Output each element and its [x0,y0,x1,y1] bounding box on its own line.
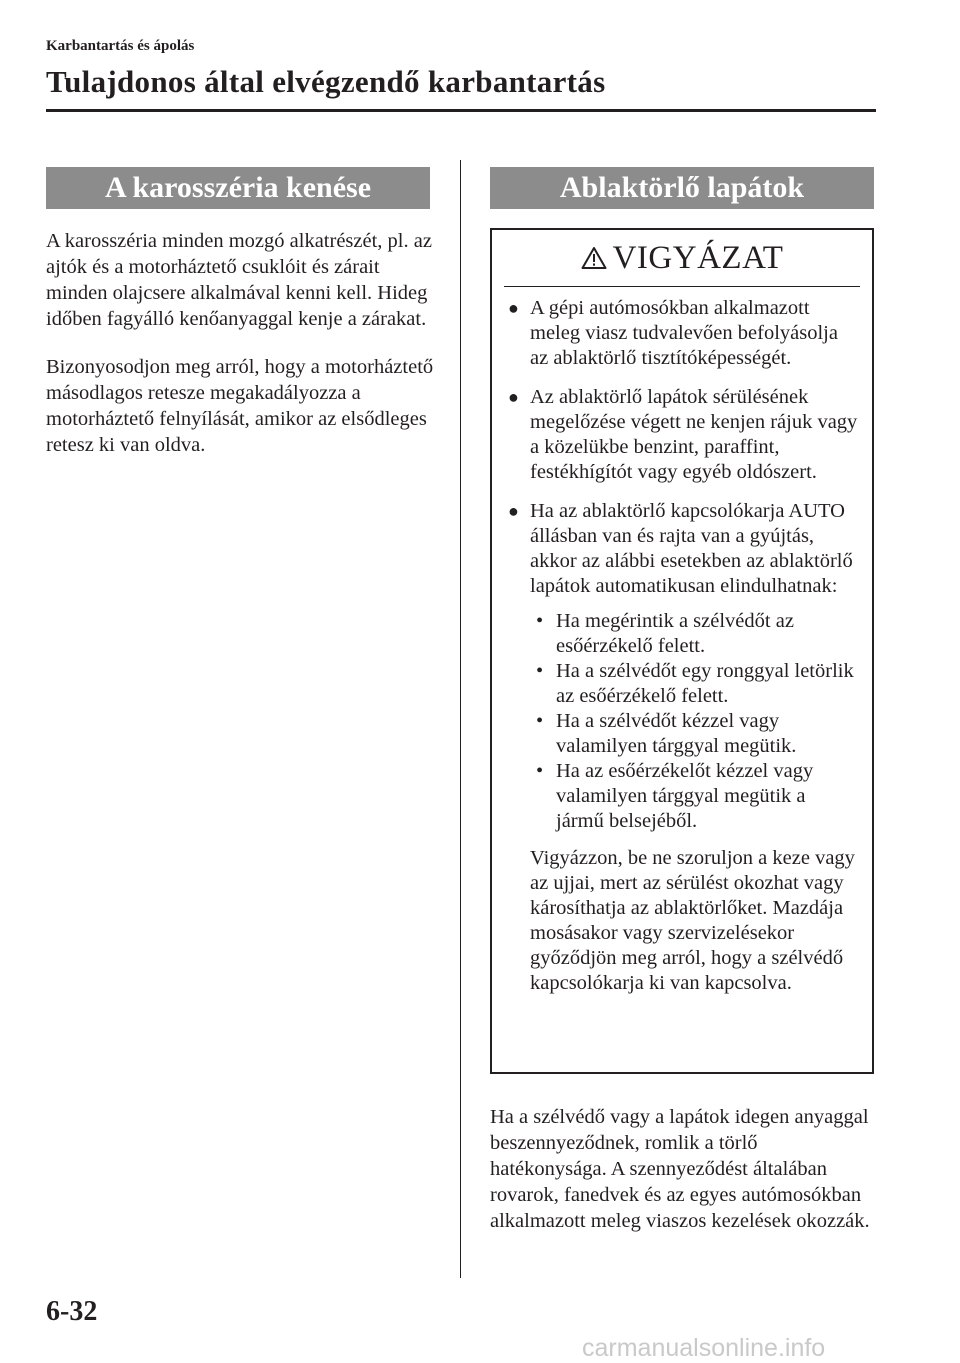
bullet-icon: ● [508,501,519,521]
list-item [506,296,858,371]
sub-bullet-icon: • [536,710,544,732]
list-item [506,385,858,485]
sub-bullet-text: Ha megérintik a szélvédőt az esőérzékelő felett. [556,610,794,657]
sub-bullet-text: Ha az esőérzékelőt kézzel vagy valamilyen tárggyal megütik a jármű belsejéből. [556,760,814,832]
left-column [46,228,446,480]
bullet-icon: ● [508,387,519,407]
watermark: carmanualsonline.info [582,1334,826,1362]
sub-list-item [530,759,858,834]
list-item [506,499,858,996]
chapter-label: Karbantartás és ápolás [46,38,195,54]
sub-bullet-icon: • [536,760,544,782]
heading-wiper-blades: Ablaktörlő lapátok [490,167,874,209]
sub-list-item [530,709,858,759]
bullet-text: Ha az ablaktörlő kapcsolókarja AUTO állásban van és rajta van a gyújtás, akkor az alábbi esetekben az ablaktörlő lapátok automatikusan elindulhatnak: [530,500,853,597]
warning-triangle-icon [581,246,607,270]
sub-list-item [530,609,858,659]
wiper-paragraph: Ha a szélvédő vagy a lapátok idegen anyaggal beszennyeződnek, romlik a törlő hatékonysága. A szennyeződést általában rovarok, fanedvek és az egyes autómosókban alkalmazott meleg viaszos kezelések okozzák. [490,1106,870,1232]
sub-bullet-text: Ha a szélvédőt kézzel vagy valamilyen tárggyal megütik. [556,710,797,757]
section-title: Tulajdonos által elvégzendő karbantartás [46,64,606,99]
page-number: 6-32 [46,1296,98,1327]
caution-header [492,230,872,286]
sub-bullet-icon: • [536,660,544,682]
caution-note: Vigyázzon, be ne szoruljon a keze vagy az ujjai, mert az sérülést okozhat vagy károsíthatja az ablaktörlőket. Mazdája mosásakor vagy szervizelésekor győződjön meg arról, hogy a szélvédő kapcsolókarja ki van kapcsolva. [530,847,855,994]
paragraph: Bizonyosodjon meg arról, hogy a motorháztető másodlagos retesze megakadályozza a motorháztető felnyílását, amikor az elsődleges retesz ki van oldva. [46,356,434,456]
column-divider [460,160,461,1278]
header-rule [46,109,876,112]
caution-title: VIGYÁZAT [612,239,784,276]
sub-bullet-text: Ha a szélvédőt egy ronggyal letörlik az esőérzékelő felett. [556,660,854,707]
caution-body [506,296,858,1010]
bullet-text: Az ablaktörlő lapátok sérülésének megelőzése végett ne kenjen rájuk vagy a közelükbe benzint, paraffint, festékhígítót vagy egyéb oldószert. [530,386,858,483]
bullet-icon: ● [508,298,519,318]
paragraph: A karosszéria minden mozgó alkatrészét, pl. az ajtók és a motorháztető csuklóit és zárait minden olajcsere alkalmával kenni kell. Hideg időben fagyálló kenőanyaggal kenje a zárakat. [46,230,432,330]
heading-body-lubrication: A karosszéria kenése [46,167,430,209]
sub-list-item [530,659,858,709]
bullet-text: A gépi autómosókban alkalmazott meleg viasz tudvalevően befolyásolja az ablaktörlő tisztítóképességét. [530,297,838,369]
sub-list [530,609,858,834]
sub-bullet-icon: • [536,610,544,632]
caution-rule [504,286,860,287]
caution-box [490,228,874,1074]
